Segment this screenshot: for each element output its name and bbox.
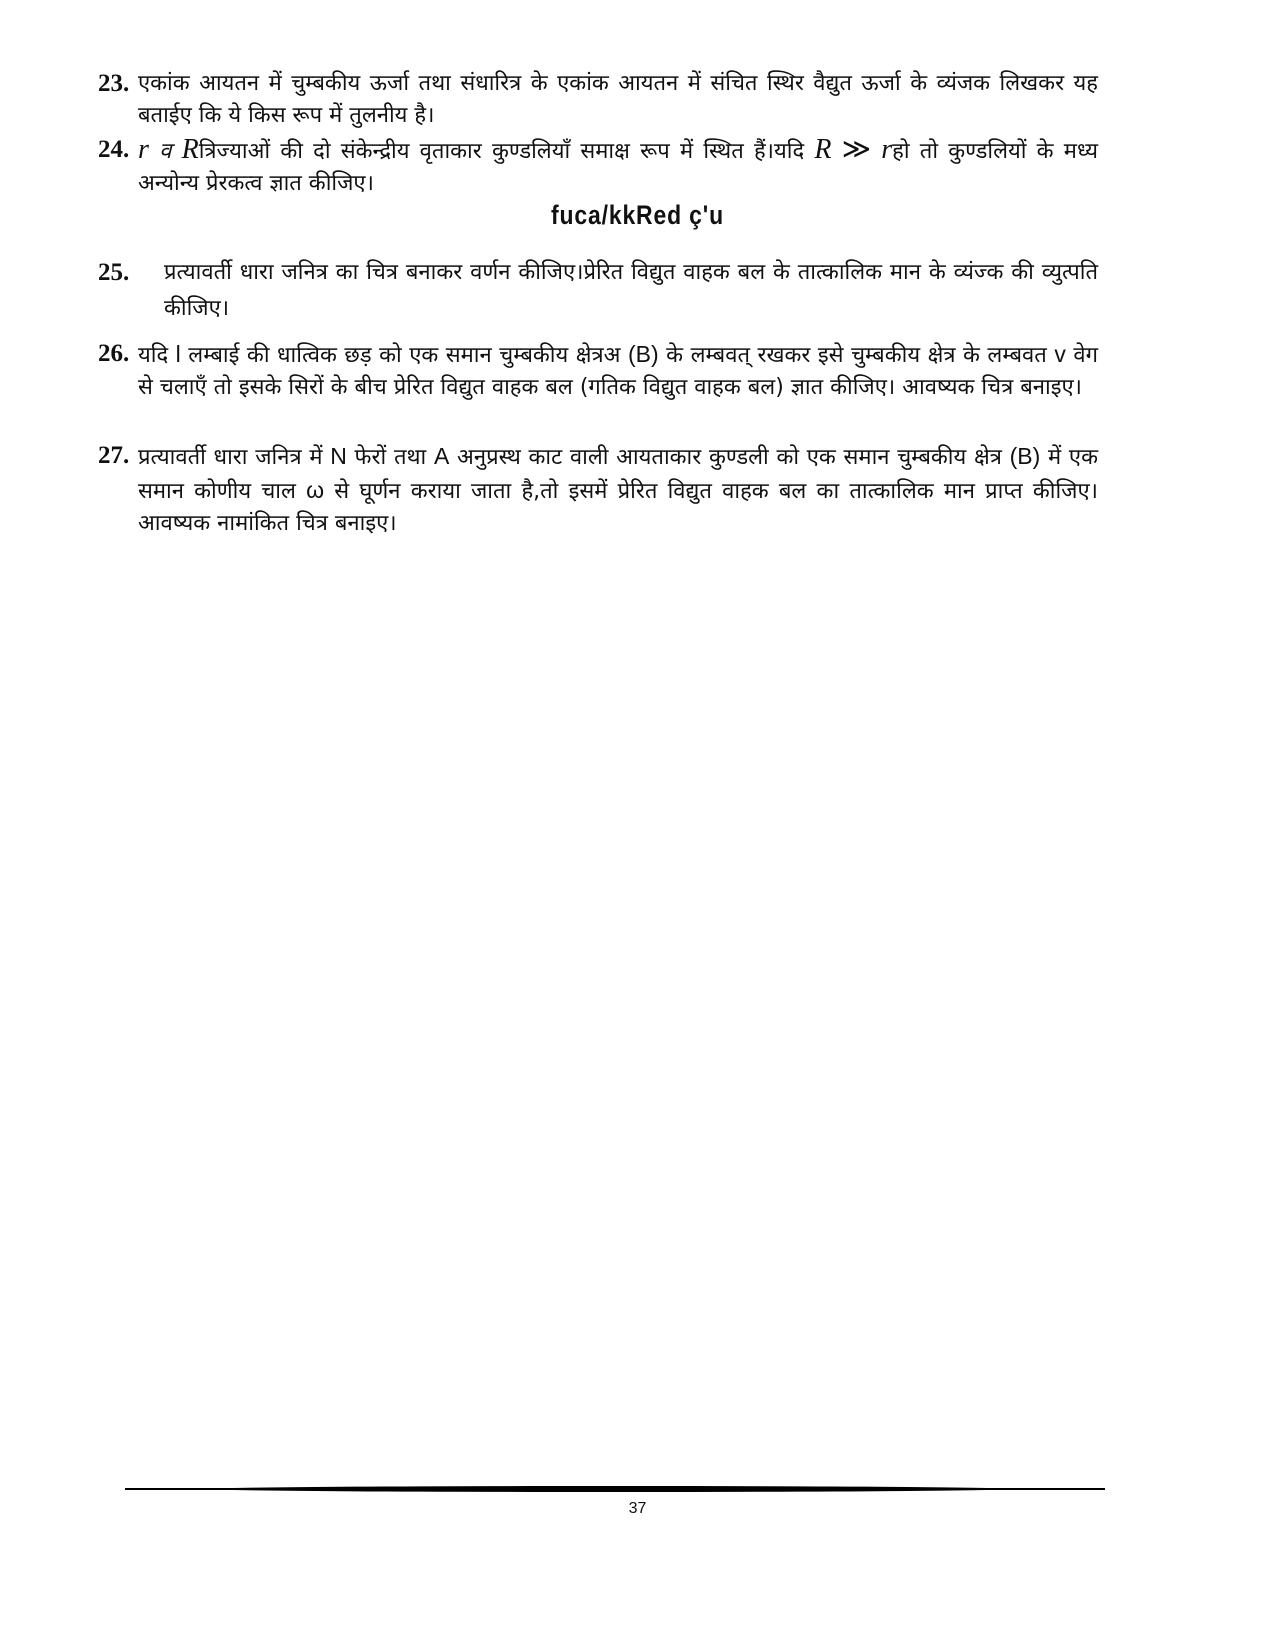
page-number: 37 [628,1500,647,1517]
footer-rule-emphasis [210,1486,1010,1492]
question-number: 27. [98,442,130,469]
question-23 [98,68,1098,132]
question-text: एकांक आयतन में चुम्बकीय ऊर्जा तथा संधारित्र के एकांक आयतन में संचित स्थिर वैद्युत ऊर्जा के व्यंजक लिखकर यह बताईए कि ये किस रूप में तुलनीय है। [138,71,1098,128]
symbol-N: N [330,443,347,469]
symbol-l: l [175,341,181,367]
symbol-B: (B) [1009,443,1041,469]
symbol-A: A [433,443,450,469]
question-24 [98,134,1098,200]
symbol-omega: ω [306,477,325,503]
question-text: प्रत्यावर्ती धारा जनित्र का चित्र बनाकर वर्णन कीजिए।प्रेरित विद्युत वाहक बल के तात्कालिक मान के व्यंज्क की व्युत्पति कीजिए। [164,260,1098,321]
question-number: 26. [98,340,130,367]
conjunction: व [159,138,172,163]
question-text: प्रत्यावर्ती धारा जनित्र में N फेरों तथा A अनुप्रस्थ काट वाली आयताकार कुण्डली को एक समान चुम्बकीय क्षेत्र (B) में एक समान कोणीय चाल ω से घूर्णन कराया जाता है,तो इसमें प्रेरित विद्युत वाहक बल का तात्कालिक मान प्राप्त कीजिए।आवष्यक नामांकित चित्र बनाइए। [138,443,1098,536]
question-number: 23. [98,70,130,97]
question-number: 25. [98,259,130,286]
section-heading: fuca/kkRed ç'u [551,200,724,230]
question-text: r व Rत्रिज्याओं की दो संकेन्द्रीय वृताकार कुण्डलियाँ समाक्ष रूप में स्थित हैं।यदि R ≫ rहो तो कुण्डलियों के मध्य अन्योन्य प्रेरकत्व ज्ञात कीजिए। [138,134,1098,196]
much-greater-symbol: ≫ [841,134,872,165]
symbol-B: (B) [628,341,659,367]
question-27 [98,440,1098,540]
symbol-r: r [881,134,893,165]
symbol-v: v [1054,341,1066,367]
question-25 [98,255,1098,327]
question-26 [98,338,1098,404]
symbol-R: R [181,134,199,165]
symbol-r: r [138,134,149,165]
symbol-R: R [814,134,832,165]
question-text: यदि l लम्बाई की धात्विक छड़ को एक समान चुम्बकीय क्षेत्रअ (B) के लम्बवत् रखकर इसे चुम्बकीय क्षेत्र के लम्बवत v वेग से चलाएँ तो इसके सिरों के बीच प्रेरित विद्युत वाहक बल (गतिक विद्युत वाहक बल) ज्ञात कीजिए। आवष्यक चित्र बनाइए। [138,341,1098,400]
question-number: 24. [98,136,130,163]
